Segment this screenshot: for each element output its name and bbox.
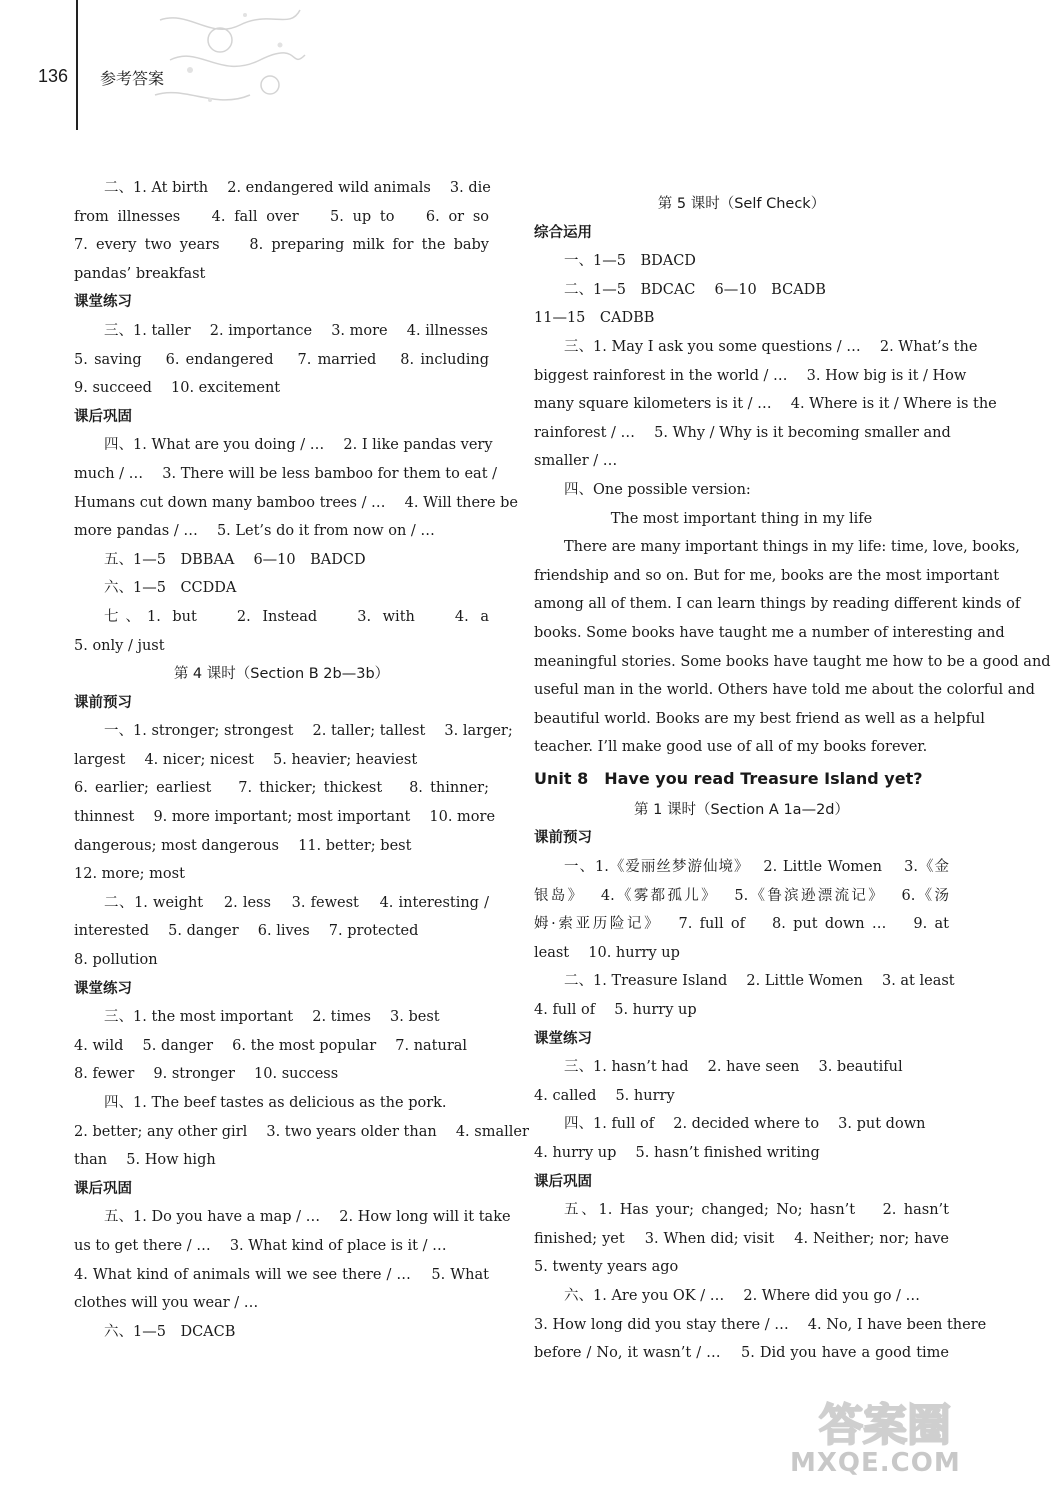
right-line: 课后巩固 — [534, 1173, 592, 1190]
left-line: 二、1. weight 2. less 3. fewest 4. interesting / — [104, 894, 489, 911]
left-line: 4. What kind of animals will we see there / … 5. What — [74, 1266, 489, 1283]
left-line: 8. pollution — [74, 952, 158, 969]
right-line: 第 5 课时（Self Check） — [657, 196, 826, 212]
left-line: us to get there / … 3. What kind of place is it / … — [74, 1237, 447, 1254]
left-line: 12. more; most — [74, 866, 185, 883]
left-line: 7. every two years 8. preparing milk for the baby — [74, 237, 489, 254]
right-line: many square kilometers is it / … 4. Where is it / Where is the — [534, 396, 997, 413]
left-line: 5. saving 6. endangered 7. married 8. including — [74, 351, 489, 368]
page-title: 参考答案 — [100, 69, 165, 88]
left-line: more pandas / … 5. Let’s do it from now on / … — [74, 523, 435, 540]
right-line: 二、1. Treasure Island 2. Little Women 3. at least — [564, 973, 955, 990]
left-line: than 5. How high — [74, 1152, 216, 1169]
right-line: 4. called 5. hurry — [534, 1087, 675, 1104]
left-line: 三、1. the most important 2. times 3. best — [104, 1009, 440, 1026]
left-line: 三、1. taller 2. importance 3. more 4. illnesses — [104, 322, 488, 339]
decorative-ink-illustration — [150, 0, 310, 120]
left-line: 课后巩固 — [74, 1180, 132, 1197]
left-line: much / … 3. There will be less bamboo for them to eat / — [74, 465, 498, 482]
right-line: There are many important things in my life: time, love, books, — [564, 539, 1020, 556]
right-line: The most important thing in my life — [610, 510, 873, 527]
right-line: smaller / … — [534, 453, 618, 470]
right-line: 4. full of 5. hurry up — [534, 1002, 697, 1019]
left-line: 一、1. stronger; strongest 2. taller; tallest 3. larger; — [104, 723, 513, 740]
right-line: 姆·索亚历险记》 7. full of 8. put down … 9. at — [534, 916, 949, 933]
left-line: 五、1—5 DBBAA 6—10 BADCD — [104, 551, 366, 568]
right-line: Unit 8 Have you read Treasure Island yet? — [534, 768, 923, 788]
left-line: 4. wild 5. danger 6. the most popular 7. natural — [74, 1037, 468, 1054]
left-line: 五、1. Do you have a map / … 2. How long will it take — [104, 1209, 511, 1226]
right-line: 五、1. Has your; changed; No; hasn’t 2. hasn’t — [564, 1202, 949, 1219]
watermark-url: MXQE.COM — [790, 1448, 961, 1478]
page-header — [0, 0, 1000, 140]
right-line: 5. twenty years ago — [534, 1259, 679, 1276]
left-line: from illnesses 4. fall over 5. up to 6. or so — [74, 208, 489, 225]
right-line: 一、1—5 BDACD — [564, 253, 696, 270]
left-line: 六、1—5 DCACB — [104, 1323, 236, 1340]
left-line: 六、1—5 CCDDA — [104, 580, 237, 597]
right-line: 课前预习 — [534, 830, 592, 847]
left-line: 8. fewer 9. stronger 10. success — [74, 1066, 339, 1083]
right-line: 一、1.《爱丽丝梦游仙境》 2. Little Women 3.《金 — [564, 859, 949, 876]
left-line: interested 5. danger 6. lives 7. protected — [74, 923, 419, 940]
right-line: 四、1. full of 2. decided where to 3. put down — [564, 1116, 926, 1133]
left-line: Humans cut down many bamboo trees / … 4. Will there be — [74, 494, 519, 511]
right-line: 课堂练习 — [534, 1030, 592, 1047]
right-line: 二、1—5 BDCAC 6—10 BCADB — [564, 281, 826, 298]
right-column — [534, 190, 1051, 1368]
right-line: 11—15 CADBB — [534, 310, 655, 327]
right-line: rainforest / … 5. Why / Why is it becoming smaller and — [534, 424, 951, 441]
right-line: 三、1. May I ask you some questions / … 2. What’s the — [564, 338, 978, 355]
left-line: 6. earlier; earliest 7. thicker; thickest 8. thinner; — [74, 780, 489, 797]
right-line: 银岛》 4.《雾都孤儿》 5.《鲁滨逊漂流记》 6.《汤 — [534, 887, 949, 904]
right-line: biggest rainforest in the world / … 3. How big is it / How — [534, 367, 967, 384]
left-line: pandas’ breakfast — [74, 265, 206, 282]
right-line: 六、1. Are you OK / … 2. Where did you go / … — [564, 1287, 921, 1304]
left-column — [74, 174, 529, 1346]
left-line: 二、1. At birth 2. endangered wild animals 3. die — [104, 180, 491, 196]
right-line: books. Some books have taught me a number of interesting and — [534, 624, 1005, 641]
right-line: finished; yet 3. When did; visit 4. Neither; nor; have — [534, 1230, 949, 1247]
left-line: thinnest 9. more important; most important 10. more — [74, 809, 496, 826]
page-number: 136 — [38, 66, 69, 86]
left-line: 5. only / just — [74, 637, 165, 654]
left-line: 课前预习 — [74, 694, 132, 711]
header-divider — [76, 0, 78, 130]
right-line: useful man in the world. Others have told me about the colorful and — [534, 682, 1035, 699]
left-line: 第 4 课时（Section B 2b—3b） — [173, 666, 390, 683]
left-line: clothes will you wear / … — [74, 1295, 259, 1312]
right-line: least 10. hurry up — [534, 944, 680, 961]
left-line: dangerous; most dangerous 11. better; best — [74, 837, 412, 854]
left-line: 课堂练习 — [74, 980, 132, 997]
left-line: 2. better; any other girl 3. two years older than 4. smaller — [74, 1123, 529, 1140]
left-line: 课后巩固 — [74, 408, 132, 425]
left-line: 课堂练习 — [74, 294, 132, 311]
right-line: 综合运用 — [534, 224, 592, 241]
right-line: 3. How long did you stay there / … 4. No, I have been there — [534, 1316, 987, 1333]
left-line: 四、1. The beef tastes as delicious as the pork. — [104, 1095, 447, 1111]
right-line: 三、1. hasn’t had 2. have seen 3. beautiful — [564, 1059, 903, 1076]
right-line: meaningful stories. Some books have taught me how to be a good and — [534, 653, 1051, 670]
right-line: before / No, it wasn’t / … 5. Did you have a good time — [534, 1345, 949, 1362]
right-line: friendship and so on. But for me, books are the most important — [534, 567, 1000, 584]
left-line: 9. succeed 10. excitement — [74, 380, 281, 397]
right-line: among all of them. I can learn things by reading different kinds of — [534, 596, 1021, 613]
watermark-logo-text: 答案圈 — [819, 1400, 951, 1451]
left-line: 四、1. What are you doing / … 2. I like pandas very — [104, 437, 493, 454]
right-line: 第 1 课时（Section A 1a—2d） — [634, 801, 849, 818]
right-line: teacher. I’ll make good use of all of my books forever. — [534, 739, 928, 756]
right-line: beautiful world. Books are my best friend as well as a helpful — [534, 710, 985, 727]
right-line: 四、One possible version: — [564, 481, 751, 498]
left-line: largest 4. nicer; nicest 5. heavier; heaviest — [74, 751, 418, 768]
left-line: 七、1. but 2. Instead 3. with 4. a — [104, 608, 489, 625]
right-line: 4. hurry up 5. hasn’t finished writing — [534, 1145, 820, 1161]
